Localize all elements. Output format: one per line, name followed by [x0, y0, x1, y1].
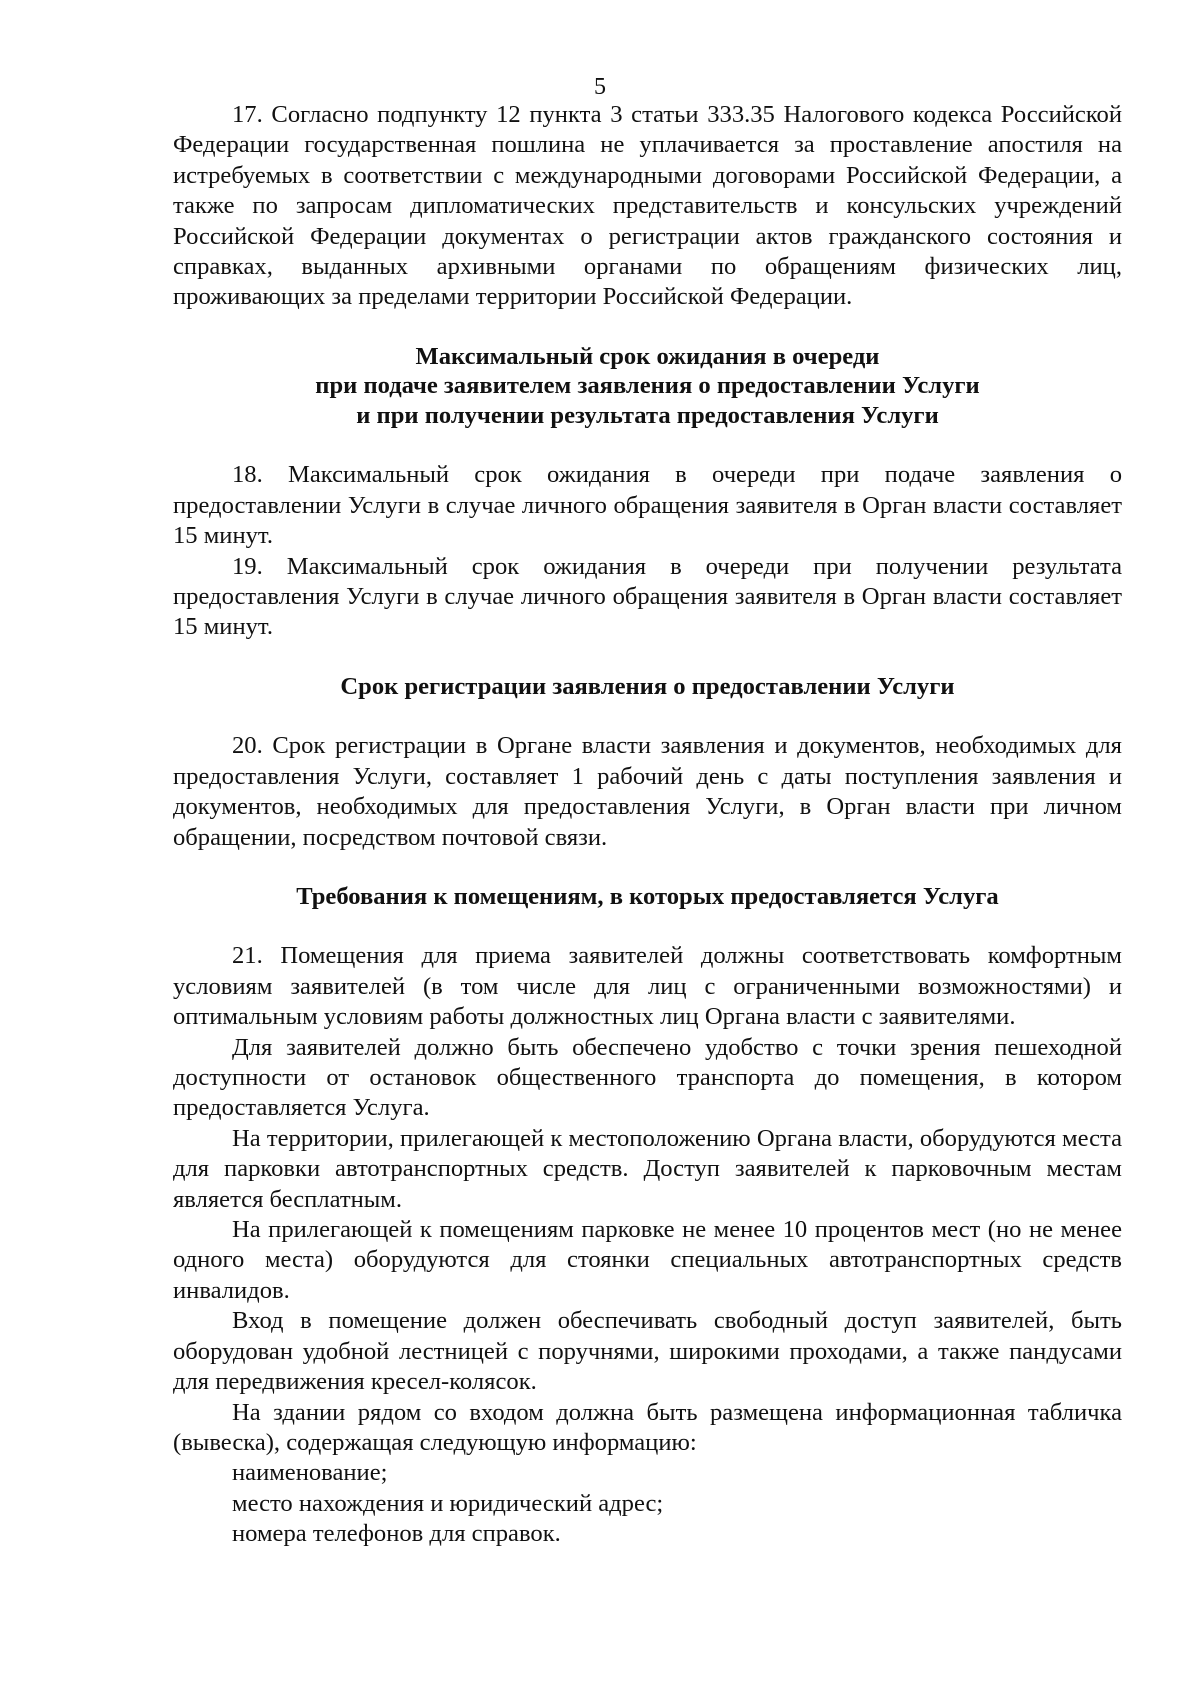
paragraph-21-parking: На территории, прилегающей к местоположению Органа власти, оборудуются места для парковки автотранспортных средств. Доступ заявителей к парковочным местам является бесплатным. [173, 1124, 1122, 1213]
section-heading-registration-term: Срок регистрации заявления о предоставлении Услуги [340, 672, 955, 700]
paragraph-21-disabled-parking: На прилегающей к помещениям парковке не менее 10 процентов мест (но не менее одного места) оборудуются для стоянки специальных автотранспортных средств инвалидов. [173, 1216, 1122, 1304]
document-body [173, 100, 1122, 1550]
section-heading-premises-requirements: Требования к помещениям, в которых предоставляется Услуга [296, 882, 999, 910]
heading-line: Максимальный срок ожидания в очереди [415, 342, 880, 370]
section-heading-queue-time [173, 342, 1122, 431]
page-number: 5 [594, 74, 606, 100]
paragraph-19: 19. Максимальный срок ожидания в очереди при получении результата предоставления Услуги в случае личного обращения заявителя в Орган власти составляет 15 минут. [173, 552, 1122, 641]
paragraph-20: 20. Срок регистрации в Органе власти заявления и документов, необходимых для предоставления Услуги, составляет 1 рабочий день с даты поступления заявления и документов, необходимых для предоставления Услуги, в Орган власти при личном обращении, посредством почтовой связи. [173, 732, 1122, 851]
heading-line: при подаче заявителем заявления о предоставлении Услуги [315, 372, 980, 400]
paragraph-21-signboard: На здании рядом со входом должна быть размещена информационная табличка (вывеска), содержащая следующую информацию: [173, 1398, 1122, 1456]
paragraph-21-entrance: Вход в помещение должен обеспечивать свободный доступ заявителей, быть оборудован удобной лестницей с поручнями, широкими проходами, а также пандусами для передвижения кресел-колясок. [173, 1307, 1122, 1396]
list-item: номера телефонов для справок. [232, 1520, 561, 1548]
list-item: место нахождения и юридический адрес; [232, 1489, 664, 1517]
list-item: наименование; [232, 1459, 388, 1487]
paragraph-18: 18. Максимальный срок ожидания в очереди при подаче заявления о предоставлении Услуги в случае личного обращения заявителя в Орган власти составляет 15 минут. [173, 461, 1122, 550]
heading-line: и при получении результата предоставления Услуги [356, 401, 939, 429]
paragraph-21-accessibility: Для заявителей должно быть обеспечено удобство с точки зрения пешеходной доступности от остановок общественного транспорта до помещения, в котором предоставляется Услуга. [173, 1033, 1122, 1122]
paragraph-17: 17. Согласно подпункту 12 пункта 3 статьи 333.35 Налогового кодекса Российской Федерации государственная пошлина не уплачивается за проставление апостиля на истребуемых в соответствии с международными договорами Российской Федерации, а также по запросам дипломатических представительств и консульских учреждений Российской Федерации документах о регистрации актов гражданского состояния и справках, выданных архивными органами по обращениям физических лиц, проживающих за пределами территории Российской Федерации. [173, 101, 1122, 311]
paragraph-21: 21. Помещения для приема заявителей должны соответствовать комфортным условиям заявителей (в том числе для лиц с ограниченными возможностями) и оптимальным условиям работы должностных лиц Органа власти с заявителями. [173, 942, 1122, 1031]
